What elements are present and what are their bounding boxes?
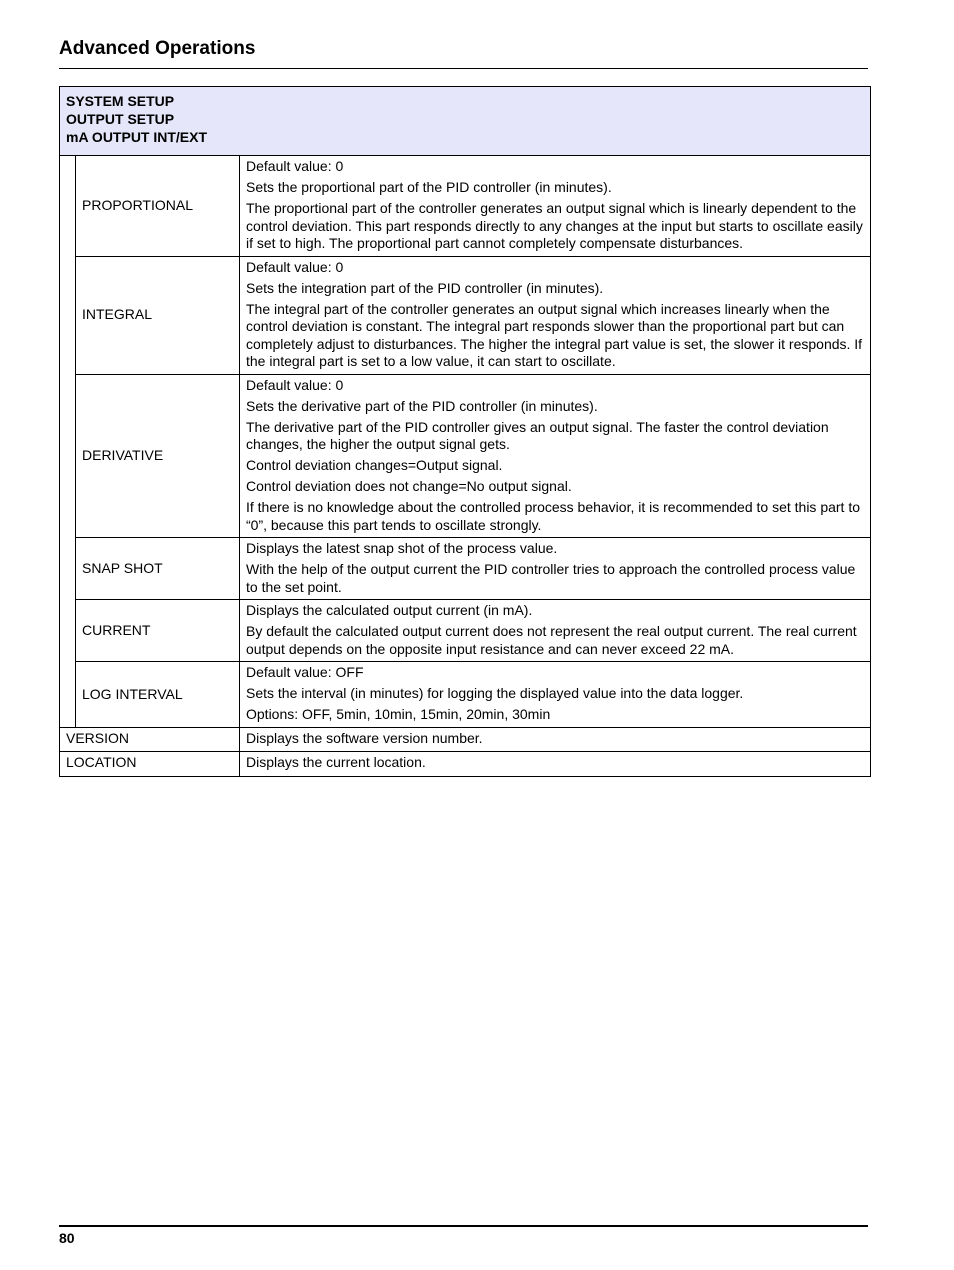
- row-description: [240, 752, 871, 777]
- row-label: LOCATION: [60, 752, 240, 777]
- description-line: Sets the proportional part of the PID controller (in minutes).: [246, 179, 612, 195]
- page-number: 80: [59, 1230, 75, 1246]
- description-line: If there is no knowledge about the controlled process behavior, it is recommended to set this part to “0”, because this part tends to oscillate strongly.: [246, 499, 861, 533]
- description-line: Default value: 0: [246, 158, 344, 174]
- description-line: Displays the calculated output current (in mA).: [246, 602, 533, 618]
- description-line: Displays the latest snap shot of the process value.: [246, 540, 558, 556]
- row-description: [240, 256, 871, 374]
- table-row: [60, 156, 871, 257]
- description-line: With the help of the output current the PID controller tries to approach the controlled process value to the set point.: [246, 561, 856, 595]
- description-line: Default value: 0: [246, 376, 344, 393]
- section-title: Advanced Operations: [59, 38, 256, 59]
- table-row: [60, 374, 871, 538]
- description-line: Sets the interval (in minutes) for logging the displayed value into the data logger.: [246, 685, 744, 701]
- row-description: [240, 156, 871, 257]
- row-description: [240, 727, 871, 752]
- description-line: Control deviation does not change=No output signal.: [246, 478, 572, 494]
- row-label: INTEGRAL: [76, 256, 240, 374]
- description-line: Control deviation changes=Output signal.: [246, 457, 503, 473]
- description-line: The proportional part of the controller generates an output signal which is linearly dependent to the control deviation. This part responds directly to any changes at the input but starts to oscillate easily if set to high. The proportional part cannot completely compensate disturbances.: [246, 200, 863, 251]
- menu-path-header: [60, 87, 871, 156]
- description-line: Default value: OFF: [246, 664, 364, 680]
- description-line: The derivative part of the PID controller gives an output signal. The faster the control deviation changes, the higher the output signal gets.: [246, 418, 829, 452]
- row-label: SNAP SHOT: [76, 538, 240, 600]
- table-row: [60, 727, 871, 752]
- description-line: Options: OFF, 5min, 10min, 15min, 20min, 30min: [246, 706, 551, 722]
- description-line: Displays the current location.: [246, 754, 426, 770]
- row-label: LOG INTERVAL: [76, 662, 240, 728]
- row-label: PROPORTIONAL: [76, 156, 240, 257]
- footer-rule: [59, 1225, 868, 1227]
- row-description: [240, 600, 871, 662]
- row-description: [240, 374, 871, 538]
- description-line: The integral part of the controller generates an output signal which increases linearly when the control deviation is constant. The integral part responds slower than the proportional part but can completely adjust to disturbances. The higher the integral part value is set, the slower it responds. If the integral part is set to a low value, it can start to oscillate.: [246, 300, 863, 369]
- row-label: DERIVATIVE: [76, 374, 240, 538]
- menu-path-level-1: SYSTEM SETUP: [66, 93, 175, 109]
- row-description: [240, 662, 871, 728]
- row-description: [240, 538, 871, 600]
- description-line: Displays the software version number.: [246, 729, 483, 746]
- table-row: [60, 600, 871, 662]
- row-label: VERSION: [60, 727, 240, 752]
- row-label: CURRENT: [76, 600, 240, 662]
- menu-path-cell: [60, 87, 871, 156]
- description-line: By default the calculated output current does not represent the real output current. The real current output depends on the opposite input resistance and can never exceed 22 mA.: [246, 623, 857, 657]
- header-rule: [59, 68, 868, 69]
- description-line: Default value: 0: [246, 258, 344, 275]
- description-line: Sets the derivative part of the PID controller (in minutes).: [246, 397, 598, 414]
- indent-spacer: [60, 156, 76, 728]
- menu-table: [59, 86, 871, 777]
- table-row: [60, 662, 871, 728]
- menu-path-level-2: OUTPUT SETUP: [66, 111, 175, 127]
- table-row: [60, 752, 871, 777]
- table-row: [60, 256, 871, 374]
- table-row: [60, 538, 871, 600]
- description-line: Sets the integration part of the PID controller (in minutes).: [246, 279, 604, 296]
- menu-path-level-3: mA OUTPUT INT/EXT: [66, 129, 208, 145]
